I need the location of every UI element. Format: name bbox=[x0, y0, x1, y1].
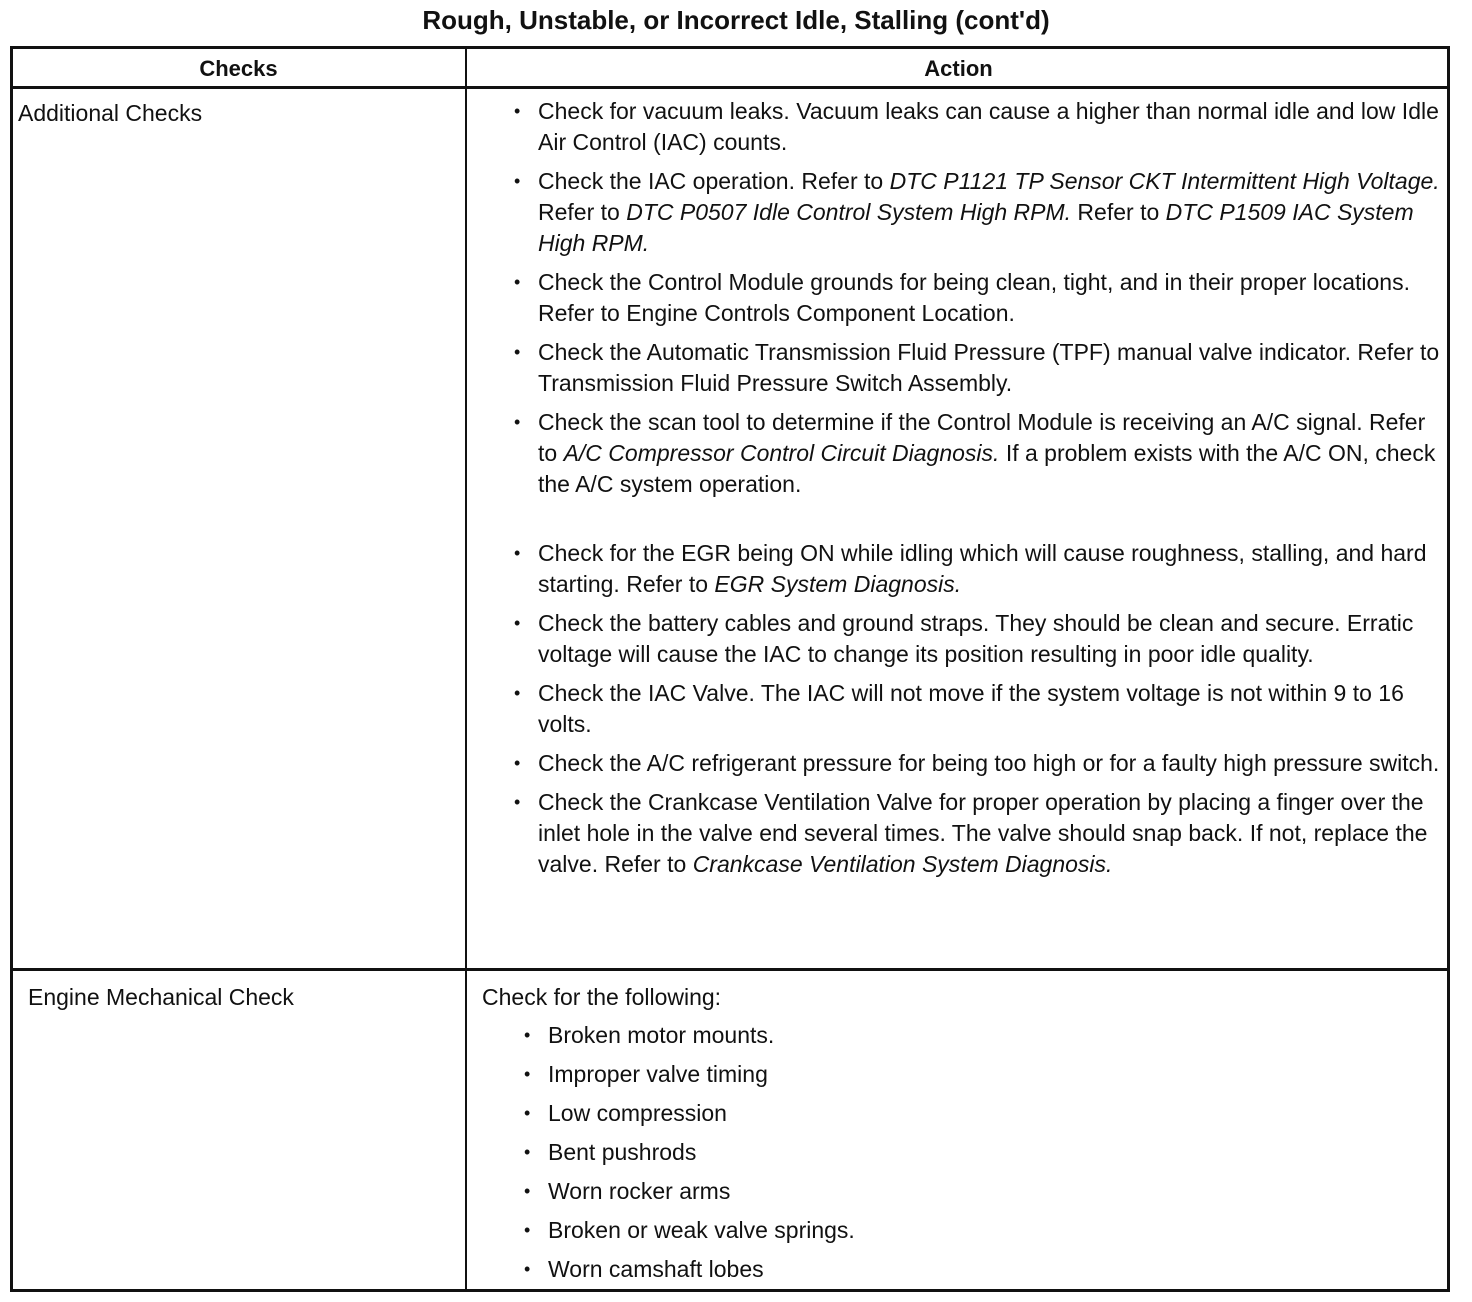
bullet-icon: • bbox=[514, 613, 521, 633]
action-item bbox=[514, 166, 1443, 259]
header-divider bbox=[10, 86, 1450, 89]
action-text: Check the Crankcase Ventilation Valve for proper operation by placing a finger over the inlet hole in the valve end several times. The valve should snap back. If not, replace the valve. Refer to bbox=[538, 789, 1428, 877]
action-text: Worn rocker arms bbox=[548, 1178, 731, 1204]
action-text: Check the Control Module grounds for being clean, tight, and in their proper locations. Refer to Engine Controls Component Location. bbox=[538, 269, 1410, 326]
row-divider bbox=[10, 968, 1450, 971]
action-text: Worn camshaft lobes bbox=[548, 1256, 764, 1282]
check-engine-mechanical: Engine Mechanical Check bbox=[28, 984, 294, 1010]
header-action: Action bbox=[924, 56, 993, 81]
bullet-icon: • bbox=[524, 1025, 531, 1045]
bullet-icon: • bbox=[524, 1103, 531, 1123]
action-item bbox=[514, 407, 1443, 500]
bullet-icon: • bbox=[524, 1142, 531, 1162]
action-item bbox=[524, 1215, 1438, 1246]
action-text: Improper valve timing bbox=[548, 1061, 768, 1087]
bullet-icon: • bbox=[514, 272, 521, 292]
reference-text: DTC P1121 TP Sensor CKT Intermittent High Voltage. bbox=[889, 168, 1440, 194]
reference-text: DTC P1509 IAC System High RPM. bbox=[538, 199, 1414, 256]
bullet-icon: • bbox=[524, 1220, 531, 1240]
bullet-icon: • bbox=[514, 171, 521, 191]
action-text: Check the Automatic Transmission Fluid Pressure (TPF) manual valve indicator. Refer to Transmission Fluid Pressure Switch Assembly. bbox=[538, 339, 1440, 396]
action-item bbox=[524, 1098, 1438, 1129]
bullet-icon: • bbox=[514, 543, 521, 563]
action-text: Check for vacuum leaks. Vacuum leaks can cause a higher than normal idle and low Idle Air Control (IAC) counts. bbox=[538, 98, 1439, 155]
action-item bbox=[524, 1020, 1438, 1051]
bullet-icon: • bbox=[514, 792, 521, 812]
column-divider bbox=[465, 46, 467, 1292]
bullet-icon: • bbox=[524, 1064, 531, 1084]
reference-text: EGR System Diagnosis. bbox=[714, 571, 962, 597]
action-item bbox=[524, 1059, 1438, 1090]
reference-text: DTC P0507 Idle Control System High RPM. bbox=[626, 199, 1072, 225]
page-title: Rough, Unstable, or Incorrect Idle, Stalling (cont'd) bbox=[422, 5, 1050, 35]
header-checks: Checks bbox=[199, 56, 278, 81]
action-text: Low compression bbox=[548, 1100, 727, 1126]
check-additional-checks: Additional Checks bbox=[18, 100, 203, 126]
bullet-icon: • bbox=[514, 683, 521, 703]
action-text: Bent pushrods bbox=[548, 1139, 697, 1165]
action-item bbox=[524, 1254, 1438, 1285]
bullet-icon: • bbox=[514, 101, 521, 121]
action-item bbox=[514, 608, 1443, 670]
bullet-icon: • bbox=[524, 1181, 531, 1201]
action-text: Refer to bbox=[538, 199, 627, 225]
action-text: Broken or weak valve springs. bbox=[548, 1217, 855, 1243]
action-text: Check the A/C refrigerant pressure for being too high or for a faulty high pressure switch. bbox=[538, 750, 1440, 776]
action-text: Check the battery cables and ground straps. They should be clean and secure. Erratic voltage will cause the IAC to change its position resulting in poor idle quality. bbox=[538, 610, 1414, 667]
action-text: If a problem exists with the A/C ON, check the A/C system operation. bbox=[538, 440, 1436, 497]
action-item bbox=[514, 96, 1443, 158]
action-item bbox=[514, 267, 1443, 329]
bullet-icon: • bbox=[524, 1259, 531, 1279]
bullet-icon: • bbox=[514, 342, 521, 362]
action-item bbox=[524, 1137, 1438, 1168]
action-item bbox=[514, 787, 1443, 880]
action-text: Refer to bbox=[1071, 199, 1166, 225]
action-list-engine-mechanical bbox=[524, 1020, 1438, 1285]
action-list-additional-checks bbox=[514, 96, 1443, 880]
reference-text: Crankcase Ventilation System Diagnosis. bbox=[692, 851, 1113, 877]
action-item bbox=[514, 678, 1443, 740]
action-text: Check the scan tool to determine if the Control Module is receiving an A/C signal. Refer to bbox=[538, 409, 1426, 466]
action-item bbox=[524, 1176, 1438, 1207]
action-item bbox=[514, 538, 1443, 600]
action-item bbox=[514, 337, 1443, 399]
reference-text: A/C Compressor Control Circuit Diagnosis. bbox=[563, 440, 1000, 466]
bullet-icon: • bbox=[514, 412, 521, 432]
action-item bbox=[514, 748, 1443, 779]
action-text: Check the IAC Valve. The IAC will not move if the system voltage is not within 9 to 16 volts. bbox=[538, 680, 1404, 737]
action-intro: Check for the following: bbox=[482, 984, 722, 1010]
bullet-icon: • bbox=[514, 753, 521, 773]
action-text: Check for the EGR being ON while idling which will cause roughness, stalling, and hard starting. Refer to bbox=[538, 540, 1427, 597]
action-text: Broken motor mounts. bbox=[548, 1022, 775, 1048]
action-text: Check the IAC operation. Refer to bbox=[538, 168, 890, 194]
